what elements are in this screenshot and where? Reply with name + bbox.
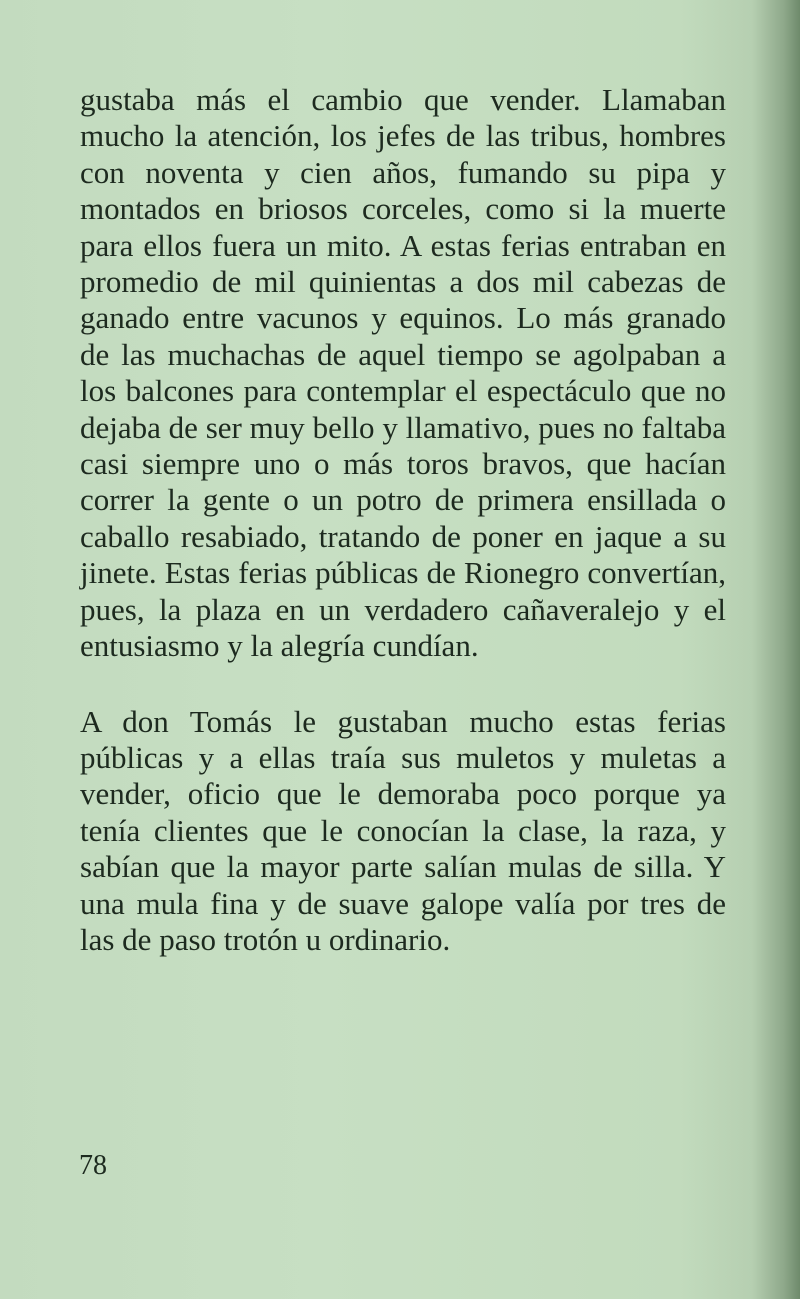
paragraph-1: gustaba más el cambio que vender. Llamaban mucho la atención, los jefes de las tribus, hombres con noventa y cien años, fumando su pipa y montados en briosos corceles, como si la muerte para ellos fuera un mito. A estas ferias entraban en promedio de mil quinientas a dos mil cabezas de ganado entre vacunos y equinos. Lo más granado de las muchachas de aquel tiempo se agolpaban a los balcones para contemplar el espectáculo que no dejaba de ser muy bello y llamativo, pues no faltaba casi siempre uno o más toros bravos, que hacían correr la gente o un potro de primera ensillada o caballo resabiado, tratando de poner en jaque a su jinete. Estas ferias públicas de Rionegro convertían, pues, la plaza en un verdadero cañaveralejo y el entusiasmo y la alegría cundían. <box>80 82 726 664</box>
page-number: 78 <box>79 1150 107 1181</box>
body-text <box>80 82 726 958</box>
paragraph-2: A don Tomás le gustaban mucho estas ferias públicas y a ellas traía sus muletos y muletas a vender, oficio que le demoraba poco porque ya tenía clientes que le conocían la clase, la raza, y sabían que la mayor parte salían mulas de silla. Y una mula fina y de suave galope valía por tres de las de paso trotón u ordinario. <box>80 703 726 957</box>
